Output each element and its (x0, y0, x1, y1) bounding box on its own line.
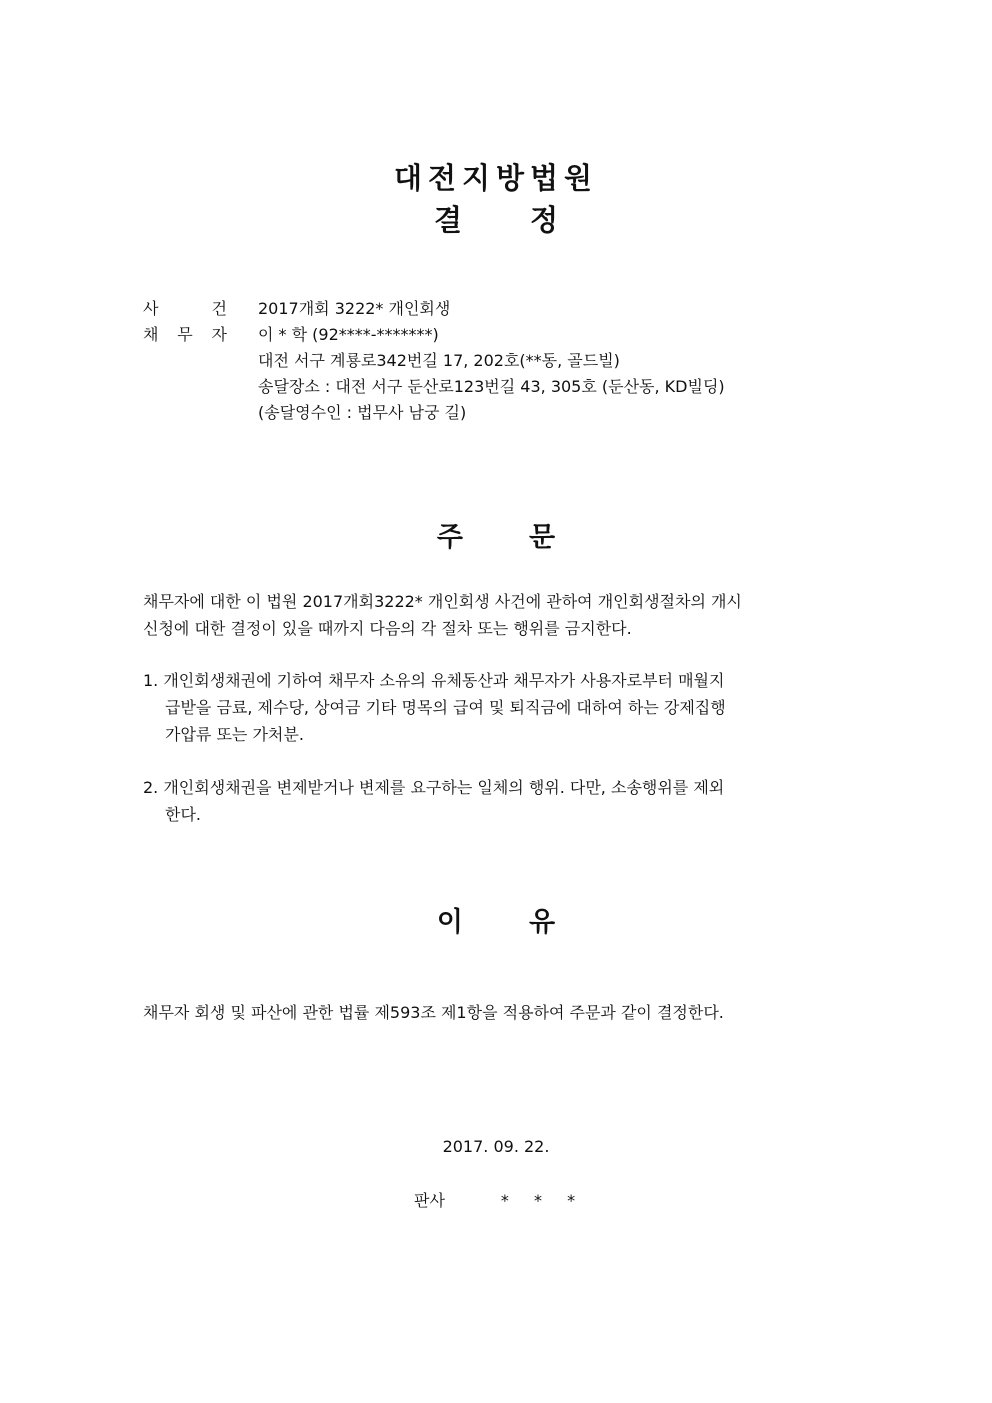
order-item-line: 급받을 금료, 제수당, 상여금 기타 명목의 급여 및 퇴직금에 대하여 하는 강제집행 (165, 698, 726, 717)
order-item-line: 1. 개인회생채권에 기하여 채무자 소유의 유체동산과 채무자가 사용자로부터 매월지 (143, 671, 725, 690)
document-title (0, 200, 992, 240)
order-item-2 (143, 774, 803, 828)
order-item-line: 한다. (165, 805, 201, 824)
order-item-1 (143, 667, 803, 748)
decision-date: 2017. 09. 22. (442, 1137, 550, 1156)
debtor-row (143, 322, 843, 348)
reason-line: 채무자 회생 및 파산에 관한 법률 제593조 제1항을 적용하여 주문과 같이 결정한다. (143, 1003, 724, 1022)
debtor-address: 대전 서구 계룡로342번길 17, 202호(**동, 골드빌) (258, 351, 620, 370)
delivery-recipient: (송달영수인 : 법무사 남궁 길) (258, 403, 467, 422)
debtor-label: 채 무 자 (143, 325, 227, 344)
order-intro-line: 채무자에 대한 이 법원 2017개회3222* 개인회생 사건에 관하여 개인회생절차의 개시 (143, 592, 742, 611)
order-intro-line: 신청에 대한 결정이 있을 때까지 다음의 각 절차 또는 행위를 금지한다. (143, 619, 632, 638)
order-item-line: 가압류 또는 가처분. (165, 725, 304, 744)
address-row (143, 348, 843, 374)
reason-text (143, 999, 843, 1026)
reason-heading: 이 유 (436, 907, 556, 938)
case-info-block (143, 296, 843, 426)
judge-signature (414, 1188, 585, 1214)
document-title-char: 결 (433, 203, 462, 237)
case-number: 2017개회 3222* 개인회생 (258, 299, 451, 318)
court-name: 대전지방법원 (393, 161, 599, 195)
case-row (143, 296, 843, 322)
order-intro (143, 588, 803, 642)
order-item-line: 2. 개인회생채권을 변제받거나 변제를 요구하는 일체의 행위. 다만, 소송행위를 제외 (143, 778, 725, 797)
delivery-place-row (143, 374, 843, 400)
judge-label: 판사 (414, 1191, 445, 1210)
delivery-place: 송달장소 : 대전 서구 둔산로123번길 43, 305호 (둔산동, KD빌딩) (258, 377, 725, 396)
judge-name: * * * (500, 1191, 586, 1210)
case-label: 사 건 (143, 299, 227, 318)
delivery-recipient-row (143, 400, 843, 426)
document-title-char: 정 (530, 203, 559, 237)
debtor-name: 이 * 학 (92****-*******) (258, 325, 439, 344)
order-heading: 주 문 (436, 522, 556, 553)
